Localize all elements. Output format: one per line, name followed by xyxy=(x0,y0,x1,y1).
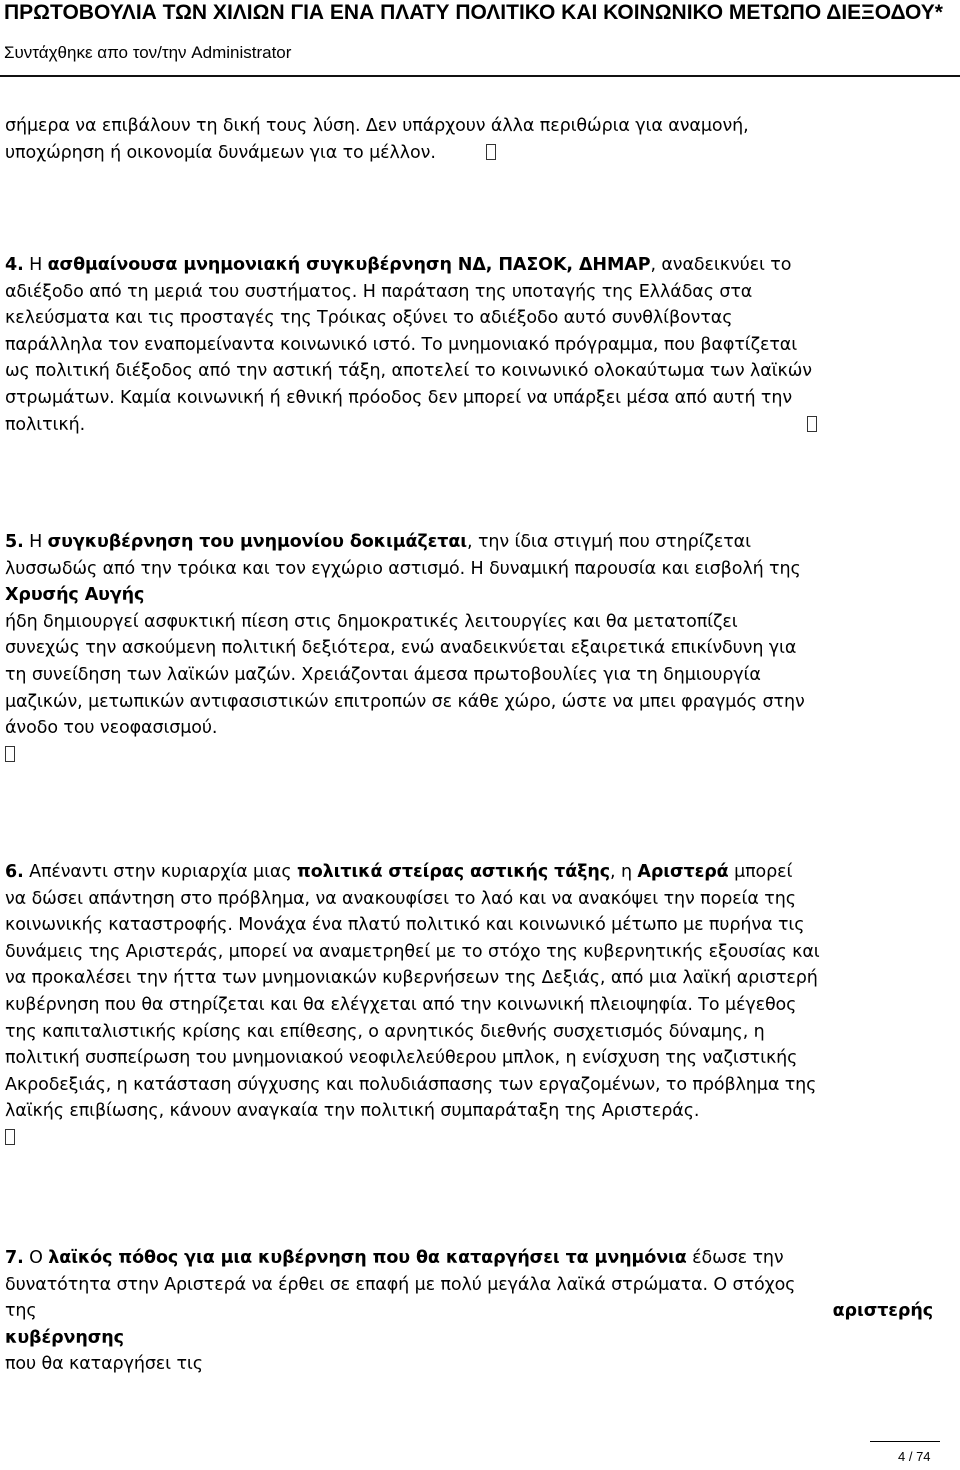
text-line: να δώσει απάντηση στο πρόβλημα, να ανακουφίσει το λαό και να ανακόψει την πορεία της xyxy=(5,888,796,909)
text-line: ήδη δημιουργεί ασφυκτική πίεση στις δημοκρατικές λειτουργίες και θα μετατοπίζει xyxy=(5,611,738,632)
text-line: 5. Η συγκυβέρνηση του μνημονίου δοκιμάζεται, την ίδια στιγμή που στηρίζεται xyxy=(5,532,751,552)
text-line: άνοδο του νεοφασισμού. xyxy=(5,718,218,739)
text-line: της καπιταλιστικής κρίσης και επίθεσης, ο αρνητικός διεθνής συσχετισμός δύναμης, η xyxy=(5,1021,765,1042)
header-divider xyxy=(0,75,960,77)
point-number: 6. xyxy=(5,862,24,882)
text-line: στρωμάτων. Καμία κοινωνική ή εθνική πρόοδος δεν μπορεί να υπάρξει μέσα από αυτή την xyxy=(5,387,793,408)
paragraph-5 xyxy=(5,529,955,768)
page-number: 4 / 74 xyxy=(898,1449,931,1464)
bold-phrase: Χρυσής Αυγής xyxy=(5,585,145,606)
missing-glyph-icon xyxy=(5,746,15,762)
text-line: 6. Απέναντι στην κυριαρχία μιας πολιτικά στείρας αστικής τάξης, η Αριστερά μπορεί xyxy=(5,862,793,882)
bold-phrase: λαϊκός πόθος για μια κυβέρνηση που θα καταργήσει τα μνημόνια xyxy=(48,1248,687,1268)
bold-phrase: κυβέρνησης xyxy=(5,1327,124,1348)
point-number: 5. xyxy=(5,532,24,552)
bold-phrase: αριστερής xyxy=(832,1301,933,1322)
text-line: μαζικών, μετωπικών αντιφασιστικών επιτροπών σε κάθε χώρο, ώστε να μπει φραγμός στην xyxy=(5,691,805,712)
text-line: δυνάμεις της Αριστεράς, μπορεί να αναμετρηθεί με το στόχο της κυβερνητικής εξουσίας και xyxy=(5,941,820,962)
text-line: υποχώρηση ή οικονομία δυνάμεων για το μέλλον. xyxy=(5,140,955,167)
text-line: ως πολιτική διέξοδος από την αστική τάξη, αποτελεί το κοινωνικό ολοκαύτωμα των λαϊκών xyxy=(5,361,812,382)
text-line xyxy=(5,1125,955,1152)
text-line: κοινωνικής καταστροφής. Μονάχα ένα πλατύ πολιτικό και κοινωνικό μέτωπο με πυρήνα τις xyxy=(5,915,805,936)
text-line: παράλληλα τον εναπομείναντα κοινωνικό ιστό. Το μνημονιακό πρόγραμμα, που βαφτίζεται xyxy=(5,334,798,355)
text-line: 4. Η ασθμαίνουσα μνημονιακή συγκυβέρνηση ΝΔ, ΠΑΣΟΚ, ΔΗΜΑΡ, αναδεικνύει το xyxy=(5,255,792,275)
text-line xyxy=(5,1325,955,1352)
author-line: Συντάχθηκε απο τον/την Administrator xyxy=(4,43,292,62)
missing-glyph-icon xyxy=(486,144,496,160)
text-line: αδιέξοδο από τη μεριά του συστήματος. Η παράταση της υποταγής της Ελλάδας στα xyxy=(5,281,753,302)
paragraph-6 xyxy=(5,859,955,1152)
bold-phrase: πολιτικά στείρας αστικής τάξης xyxy=(297,862,611,882)
bold-phrase: ασθμαίνουσα μνημονιακή συγκυβέρνηση ΝΔ, ΠΑΣΟΚ, ΔΗΜΑΡ xyxy=(47,255,651,275)
text-line xyxy=(5,582,955,609)
footer-divider xyxy=(870,1441,940,1442)
text-line: κυβέρνηση που θα στηρίζεται και θα ελέγχεται από την κοινωνική πλειοψηφία. Το μέγεθος xyxy=(5,994,797,1015)
text-line: τη συνείδηση των λαϊκών μαζών. Χρειάζονται άμεσα πρωτοβουλίες για τη δημιουργία xyxy=(5,664,761,685)
bold-phrase: συγκυβέρνηση του μνημονίου δοκιμάζεται xyxy=(47,532,468,552)
text-line: κελεύσματα και τις προσταγές της Τρόικας οξύνει το αδιέξοδο αυτό συνθλίβοντας xyxy=(5,308,733,329)
text-line: της αριστερής xyxy=(5,1298,933,1325)
text-line: λαϊκής επιβίωσης, κάνουν αναγκαία την πολιτική συμπαράταξη της Αριστεράς. xyxy=(5,1101,700,1122)
paragraph-4 xyxy=(5,252,955,438)
paragraph-7 xyxy=(5,1245,955,1378)
text-line: που θα καταργήσει τις xyxy=(5,1354,203,1375)
text-line: 7. Ο λαϊκός πόθος για μια κυβέρνηση που θα καταργήσει τα μνημόνια έδωσε την xyxy=(5,1248,784,1268)
bold-phrase: Αριστερά xyxy=(637,862,729,882)
point-number: 7. xyxy=(5,1248,24,1268)
text-line: Ακροδεξιάς, η κατάσταση σύγχυσης και πολυδιάσπασης των εργαζομένων, το πρόβλημα της xyxy=(5,1074,817,1095)
text-line: λυσσωδώς από την τρόικα και τον εγχώριο αστισμό. Η δυναμική παρουσία και εισβολή της xyxy=(5,558,801,579)
text-line: συνεχώς την ασκούμενη πολιτική δεξιότερα, ενώ αναδεικνύεται εξαιρετικά επικίνδυνη για xyxy=(5,638,797,659)
text-line: δυνατότητα στην Αριστερά να έρθει σε επαφή με πολύ μεγάλα λαϊκά στρώματα. Ο στόχος xyxy=(5,1274,796,1295)
text-line: να προκαλέσει την ήττα των μνημονιακών κυβερνήσεων της Δεξιάς, από μια λαϊκή αριστερή xyxy=(5,968,818,989)
text-line xyxy=(5,742,955,769)
missing-glyph-icon xyxy=(807,416,817,432)
text-line: σήμερα να επιβάλουν τη δική τους λύση. Δεν υπάρχουν άλλα περιθώρια για αναμονή, xyxy=(5,116,749,136)
point-number: 4. xyxy=(5,255,24,275)
missing-glyph-icon xyxy=(5,1129,15,1145)
text-line: πολιτική συσπείρωση του μνημονιακού νεοφιλελεύθερου μπλοκ, η ενίσχυση της ναζιστικής xyxy=(5,1048,798,1069)
text-line: πολιτική. xyxy=(5,412,955,439)
page-title: ΠΡΩΤΟΒΟΥΛΙΑ ΤΩΝ ΧΙΛΙΩΝ ΓΙΑ ΕΝΑ ΠΛΑΤΥ ΠΟΛΙΤΙΚΟ ΚΑΙ ΚΟΙΝΩΝΙΚΟ ΜΕΤΩΠΟ ΔΙΕΞΟΔΟΥ* xyxy=(4,1,943,24)
paragraph-continuation xyxy=(5,113,955,166)
